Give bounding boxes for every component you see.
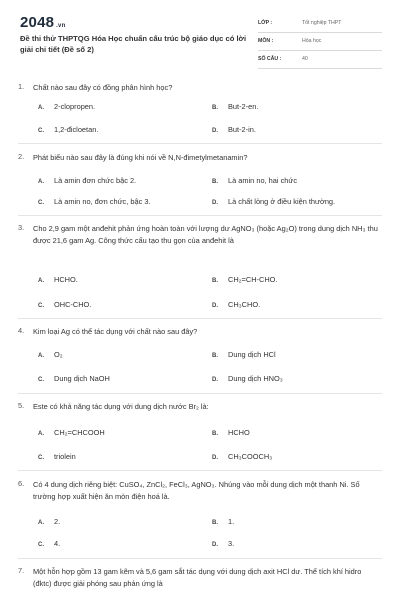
option-label: D. [212, 455, 218, 461]
option-text: OHC-CHO. [54, 300, 92, 309]
option-text: 1. [228, 517, 235, 526]
question-text: Chất nào sau đây có đồng phân hình học? [33, 83, 173, 92]
question-number: 1. [18, 82, 25, 91]
option-text: CH₃CHO. [228, 300, 261, 309]
exam-meta [258, 17, 382, 71]
option-b[interactable] [212, 428, 250, 437]
option-label: B. [212, 105, 218, 111]
option-d[interactable] [212, 125, 256, 134]
option-text: CH₂=CHCOOH [54, 428, 105, 437]
question-text: Este có khả năng tác dụng với dung dịch nước Br₂ là: [33, 402, 209, 411]
option-label: D. [212, 303, 218, 309]
question-divider [18, 143, 382, 144]
option-text: Là amin no, đơn chức, bậc 3. [54, 197, 151, 206]
option-text: Là chất lỏng ở điều kiện thường. [228, 197, 336, 206]
logo-text: 2048 [20, 14, 55, 31]
option-label: C. [38, 303, 44, 309]
option-text: 1,2-đicloetan. [54, 125, 99, 134]
option-label: C. [38, 200, 44, 206]
option-b[interactable] [212, 517, 234, 526]
meta-key-class: LỚP : [258, 20, 273, 26]
option-d[interactable] [212, 452, 272, 461]
option-c[interactable] [38, 374, 110, 383]
question-number: 4. [18, 326, 25, 335]
option-label: B. [212, 431, 218, 437]
option-text: HCHO. [54, 275, 78, 284]
option-text: But-2-en. [228, 102, 259, 111]
option-label: A. [38, 179, 44, 185]
site-logo[interactable] [20, 14, 65, 31]
option-b[interactable] [212, 275, 277, 284]
option-label: B. [212, 179, 218, 185]
meta-value-count: 40 [302, 56, 308, 62]
option-text: 2. [54, 517, 61, 526]
option-text: 4. [54, 539, 61, 548]
option-d[interactable] [212, 300, 260, 309]
question-number: 6. [18, 479, 25, 488]
meta-row-subject [258, 35, 382, 51]
question-number: 7. [18, 566, 25, 575]
meta-row-count [258, 53, 382, 69]
option-c[interactable] [38, 197, 150, 206]
option-text: 3. [228, 539, 235, 548]
question-divider [18, 215, 382, 216]
option-label: A. [38, 105, 44, 111]
option-c[interactable] [38, 300, 91, 309]
question-text: Kim loại Ag có thể tác dụng với chất nào sau đây? [33, 327, 198, 336]
option-a[interactable] [38, 275, 78, 284]
question-text: Có 4 dung dịch riêng biệt: CuSO₄, ZnCl₂, FeCl₃, AgNO₃. Nhúng vào mỗi dung dịch một thanh Ni. Số trường hợp xuất hiện ăn mòn điện hoá là. [33, 480, 360, 501]
question-number: 2. [18, 152, 25, 161]
option-label: A. [38, 431, 44, 437]
option-b[interactable] [212, 102, 258, 111]
option-label: D. [212, 200, 218, 206]
question-number: 5. [18, 401, 25, 410]
option-text: CH₂=CH-CHO. [228, 275, 278, 284]
option-text: But-2-in. [228, 125, 256, 134]
option-label: C. [38, 128, 44, 134]
meta-row-class [258, 17, 382, 33]
exam-title: Đề thi thử THPTQG Hóa Học chuẩn cấu trúc bộ giáo dục có lời giải chi tiết (Đề số 2) [20, 34, 247, 54]
option-label: A. [38, 520, 44, 526]
question-text: Phát biểu nào sau đây là đúng khi nói về N,N-đimetylmetanamin? [33, 153, 248, 162]
question-divider [18, 470, 382, 471]
option-label: B. [212, 353, 218, 359]
option-text: CH₃COOCH₃ [228, 452, 273, 461]
option-text: Dung dịch HNO₃ [228, 374, 283, 383]
option-d[interactable] [212, 197, 335, 206]
option-c[interactable] [38, 452, 76, 461]
option-label: C. [38, 455, 44, 461]
option-text: 2-clopropen. [54, 102, 96, 111]
option-d[interactable] [212, 539, 234, 548]
question-divider [18, 393, 382, 394]
question-number: 3. [18, 223, 25, 232]
question-text: Cho 2,9 gam một anđehit phản ứng hoàn toàn với lượng dư AgNO₃ (hoặc Ag₂O) trong dung dịch NH₃ thu được 21,6 gam Ag. Công thức cấu tạo thu gọn của anđehit là [33, 224, 378, 245]
option-a[interactable] [38, 517, 60, 526]
option-a[interactable] [38, 176, 136, 185]
option-d[interactable] [212, 374, 283, 383]
option-text: triolein [54, 452, 76, 461]
option-label: B. [212, 278, 218, 284]
option-text: HCHO [228, 428, 250, 437]
option-label: D. [212, 377, 218, 383]
option-text: O₂ [54, 350, 63, 359]
meta-key-subject: MÔN : [258, 38, 274, 44]
option-text: Là amin no, hai chức [228, 176, 298, 185]
meta-value-subject: Hóa học [302, 38, 322, 44]
option-a[interactable] [38, 102, 95, 111]
option-label: A. [38, 353, 44, 359]
option-a[interactable] [38, 428, 105, 437]
option-label: C. [38, 377, 44, 383]
option-label: A. [38, 278, 44, 284]
question-text: Một hỗn hợp gồm 13 gam kẽm và 5,6 gam sắt tác dụng với dung dịch axit HCl dư. Thể tích khí hidro (đktc) được giải phóng sau phản ứng là [33, 567, 362, 588]
option-text: Dung dịch NaOH [54, 374, 110, 383]
meta-value-class: Tốt nghiệp THPT [302, 20, 342, 26]
question-divider [18, 558, 382, 559]
option-a[interactable] [38, 350, 63, 359]
option-c[interactable] [38, 125, 98, 134]
logo-suffix: .vn [56, 23, 66, 29]
option-b[interactable] [212, 350, 276, 359]
option-label: D. [212, 542, 218, 548]
option-text: Dung dịch HCl [228, 350, 276, 359]
option-b[interactable] [212, 176, 297, 185]
exam-header [18, 12, 382, 62]
option-label: B. [212, 520, 218, 526]
option-c[interactable] [38, 539, 60, 548]
option-label: D. [212, 128, 218, 134]
question-divider [18, 318, 382, 319]
meta-key-count: SỐ CÂU : [258, 56, 282, 62]
option-text: Là amin đơn chức bậc 2. [54, 176, 137, 185]
option-label: C. [38, 542, 44, 548]
